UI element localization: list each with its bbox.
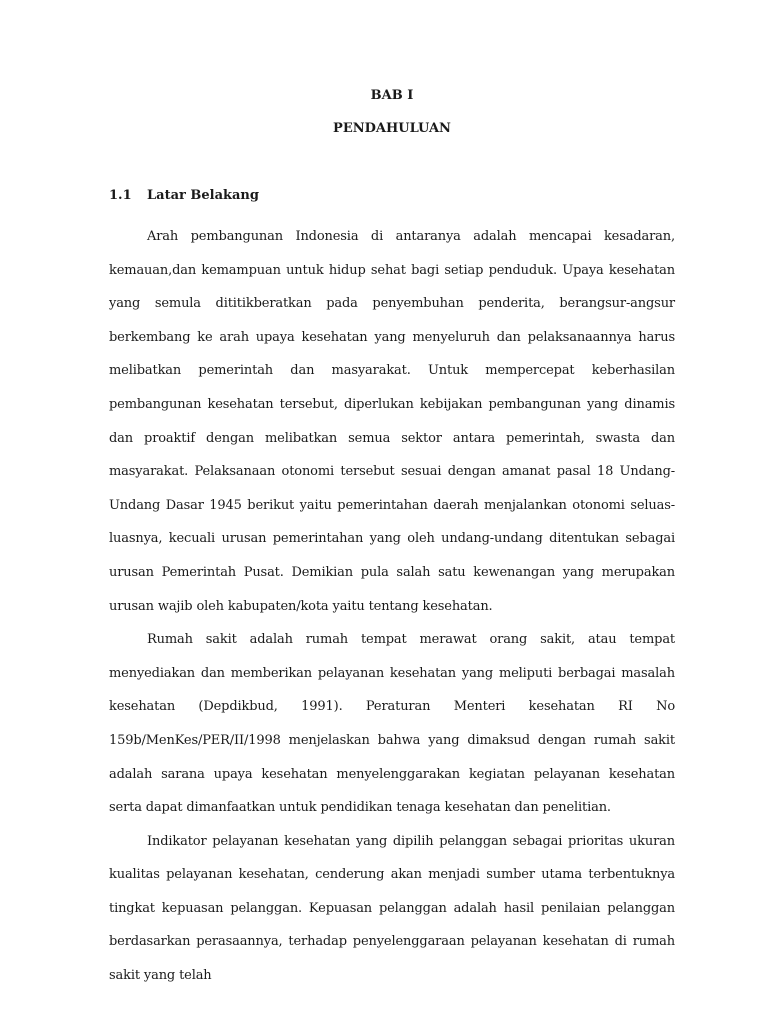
chapter-title: PENDAHULUAN	[333, 121, 451, 136]
paragraph: Indikator pelayanan kesehatan yang dipilih pelanggan sebagai prioritas ukuran kualitas pelayanan kesehatan, cenderung akan menjadi sumber utama terbentuknya tingkat kepuasan pelanggan. Kepuasan pelanggan adalah hasil penilaian pelanggan berdasarkan perasaannya, terhadap penyelenggaraan pelayanan kesehatan di rumah sakit yang telah	[109, 833, 675, 984]
section-number: 1.1	[109, 188, 132, 203]
chapter-number: BAB I	[370, 88, 414, 103]
paragraph: Rumah sakit adalah rumah tempat merawat orang sakit, atau tempat menyediakan dan memberikan pelayanan kesehatan yang meliputi berbagai masalah kesehatan (Depdikbud, 1991). Peraturan Menteri kesehatan RI No 159b/MenKes/PER/II/1998 menjelaskan bahwa yang dimaksud dengan rumah sakit adalah sarana upaya kesehatan menyelenggarakan kegiatan pelayanan kesehatan serta dapat dimanfaatkan untuk pendidikan tenaga kesehatan dan penelitian.	[109, 632, 675, 816]
body-text	[109, 220, 675, 993]
section-heading	[109, 188, 259, 204]
section-title: Latar Belakang	[147, 188, 259, 203]
paragraph: Arah pembangunan Indonesia di antaranya adalah mencapai kesadaran, kemauan,dan kemampuan untuk hidup sehat bagi setiap penduduk. Upaya kesehatan yang semula dititikberatkan pada penyembuhan penderita, berangsur-angsur berkembang ke arah upaya kesehatan yang menyeluruh dan pelaksanaannya harus melibatkan pemerintah dan masyarakat. Untuk mempercepat keberhasilan pembangunan kesehatan tersebut, diperlukan kebijakan pembangunan yang dinamis dan proaktif dengan melibatkan semua sektor antara pemerintah, swasta dan masyarakat. Pelaksanaan otonomi tersebut sesuai dengan amanat pasal 18 Undang-Undang Dasar 1945 berikut yaitu pemerintahan daerah menjalankan otonomi seluas-luasnya, kecuali urusan pemerintahan yang oleh undang-undang ditentukan sebagai urusan Pemerintah Pusat. Demikian pula salah satu kewenangan yang merupakan urusan wajib oleh kabupaten/kota yaitu tentang kesehatan.	[109, 229, 675, 614]
